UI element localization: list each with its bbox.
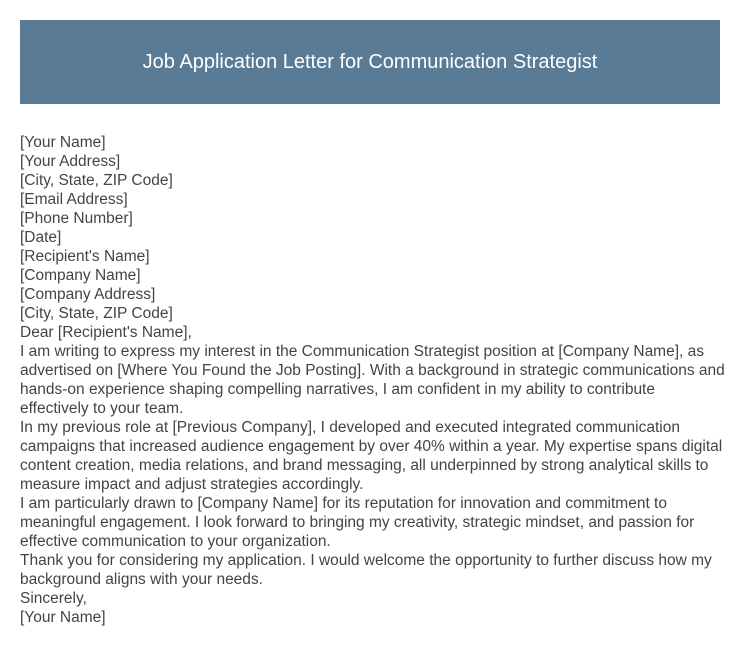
closing: Sincerely,	[20, 590, 87, 607]
body-paragraph-intro: I am writing to express my interest in the Communication Strategist position at [Company Name], as advertised on [Where You Found the Job Posting]. With a background in strategic communications and hands-on experience shaping compelling narratives, I am confident in my ability to contribute effectively to your team.	[20, 343, 725, 417]
body-paragraph-thanks: Thank you for considering my application. I would welcome the opportunity to further discuss how my background aligns with your needs.	[20, 552, 712, 588]
letter-header	[20, 20, 720, 104]
recipient-city-state-zip: [City, State, ZIP Code]	[20, 305, 173, 322]
sender-city-state-zip: [City, State, ZIP Code]	[20, 172, 173, 189]
page-title: Job Application Letter for Communication Strategist	[142, 50, 598, 73]
recipient-company-address: [Company Address]	[20, 286, 156, 303]
sender-address: [Your Address]	[20, 153, 121, 170]
sender-email: [Email Address]	[20, 191, 128, 208]
letter-date: [Date]	[20, 229, 62, 246]
body-paragraph-experience: In my previous role at [Previous Company], I developed and executed integrated communication campaigns that increased audience engagement by over 40% within a year. My expertise spans digital content creation, media relations, and brand messaging, all underpinned by strong analytical skills to measure impact and adjust strategies accordingly.	[20, 419, 723, 493]
signature: [Your Name]	[20, 609, 106, 626]
sender-phone: [Phone Number]	[20, 210, 133, 227]
recipient-company: [Company Name]	[20, 267, 141, 284]
salutation: Dear [Recipient's Name],	[20, 324, 192, 341]
sender-name: [Your Name]	[20, 134, 106, 151]
body-paragraph-motivation: I am particularly drawn to [Company Name] for its reputation for innovation and commitment to meaningful engagement. I look forward to bringing my creativity, strategic mindset, and passion for effective communication to your organization.	[20, 495, 695, 550]
recipient-name: [Recipient's Name]	[20, 248, 150, 265]
letter-body	[20, 133, 725, 627]
